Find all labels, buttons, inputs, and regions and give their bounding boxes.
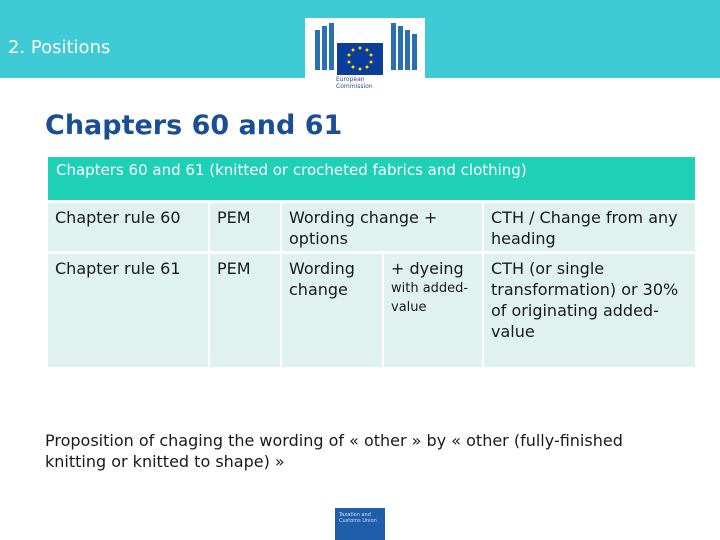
logo-text-line1: European [336, 76, 365, 83]
condition-cell: CTH (or single transformation) or 30% of originating added-value [491, 259, 679, 341]
rule-cell: Chapter rule 61 [55, 259, 181, 278]
european-commission-logo [305, 18, 425, 100]
pem-cell: PEM [217, 259, 251, 278]
table-row [48, 203, 695, 251]
logo-text-line2: Commission [336, 83, 373, 90]
dyeing-main: + dyeing [391, 259, 464, 278]
wording-cell: Wording change + options [289, 208, 438, 248]
rule-cell: Chapter rule 60 [55, 208, 181, 227]
condition-cell: CTH / Change from any heading [491, 208, 678, 248]
table-row [48, 254, 695, 367]
taxation-customs-logo [335, 508, 385, 540]
dyeing-sub: with added-value [391, 281, 469, 315]
section-label: 2. Positions [8, 37, 111, 58]
pem-cell: PEM [217, 208, 251, 227]
table-header: Chapters 60 and 61 (knitted or crocheted fabrics and clothing) [48, 157, 695, 200]
logo-wordmark [336, 76, 373, 90]
wording-cell: Wording change [289, 259, 355, 299]
footer-logo-text: Taxation and Customs Union [339, 512, 377, 524]
page-title: Chapters 60 and 61 [45, 110, 343, 141]
dyeing-cell [384, 254, 482, 367]
proposition-text: Proposition of chaging the wording of « other » by « other (fully-finished knitting or knitted to shape) » [45, 431, 623, 471]
